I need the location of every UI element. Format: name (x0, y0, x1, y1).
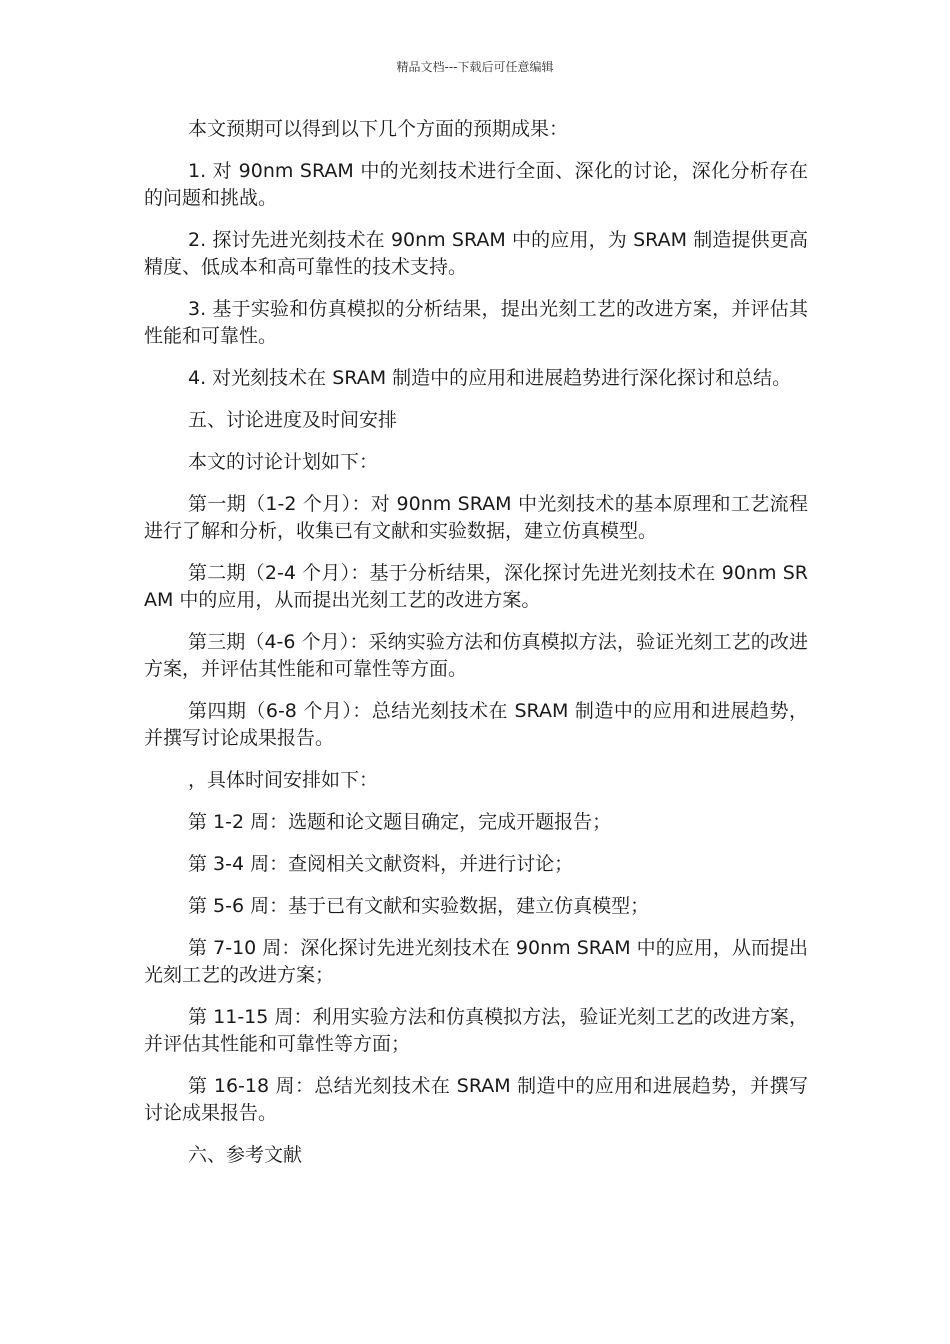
phase-4-paragraph: 第四期（6-8 个月）：总结光刻技术在 SRAM 制造中的应用和进展趋势，并撰写讨论成果报告。 (144, 700, 808, 749)
section-heading-references: 六、参考文献 (188, 1144, 303, 1166)
week-7-10-item: 第 7-10 周：深化探讨先进光刻技术在 90nm SRAM 中的应用，从而提出光刻工艺的改进方案； (144, 937, 808, 986)
week-11-15-item: 第 11-15 周：利用实验方法和仿真模拟方法，验证光刻工艺的改进方案，并评估其性能和可靠性等方面； (144, 1006, 808, 1055)
week-3-4-item: 第 3-4 周：查阅相关文献资料，并进行讨论； (188, 853, 574, 875)
phase-2-paragraph: 第二期（2-4 个月）：基于分析结果，深化探讨先进光刻技术在 90nm SRAM 中的应用，从而提出光刻工艺的改进方案。 (144, 562, 808, 611)
outcome-item-3: 3. 基于实验和仿真模拟的分析结果，提出光刻工艺的改进方案，并评估其性能和可靠性。 (144, 298, 808, 347)
week-5-6-item: 第 5-6 周：基于已有文献和实验数据，建立仿真模型； (188, 895, 650, 917)
week-1-2-item: 第 1-2 周：选题和论文题目确定，完成开题报告； (188, 811, 612, 833)
plan-intro-paragraph: 本文的讨论计划如下： (188, 451, 379, 473)
outcome-item-4: 4. 对光刻技术在 SRAM 制造中的应用和进展趋势进行深化探讨和总结。 (188, 367, 792, 389)
outcome-item-2: 2. 探讨先进光刻技术在 90nm SRAM 中的应用，为 SRAM 制造提供更高精度、低成本和高可靠性的技术支持。 (144, 229, 808, 278)
phase-3-paragraph: 第三期（4-6 个月）：采纳实验方法和仿真模拟方法，验证光刻工艺的改进方案，并评估其性能和可靠性等方面。 (144, 631, 808, 680)
page-header: 精品文档---下载后可任意编辑 (396, 60, 554, 74)
phase-1-paragraph: 第一期（1-2 个月）：对 90nm SRAM 中光刻技术的基本原理和工艺流程进行了解和分析，收集已有文献和实验数据，建立仿真模型。 (144, 493, 808, 542)
outcome-item-1: 1. 对 90nm SRAM 中的光刻技术进行全面、深化的讨论，深化分析存在的问题和挑战。 (144, 160, 808, 209)
intro-paragraph: 本文预期可以得到以下几个方面的预期成果： (188, 118, 569, 140)
section-heading-schedule: 五、讨论进度及时间安排 (188, 409, 398, 431)
week-16-18-item: 第 16-18 周：总结光刻技术在 SRAM 制造中的应用和进展趋势，并撰写讨论成果报告。 (144, 1075, 808, 1124)
timeline-intro-paragraph: ，具体时间安排如下： (188, 769, 379, 791)
document-body (144, 116, 808, 1184)
